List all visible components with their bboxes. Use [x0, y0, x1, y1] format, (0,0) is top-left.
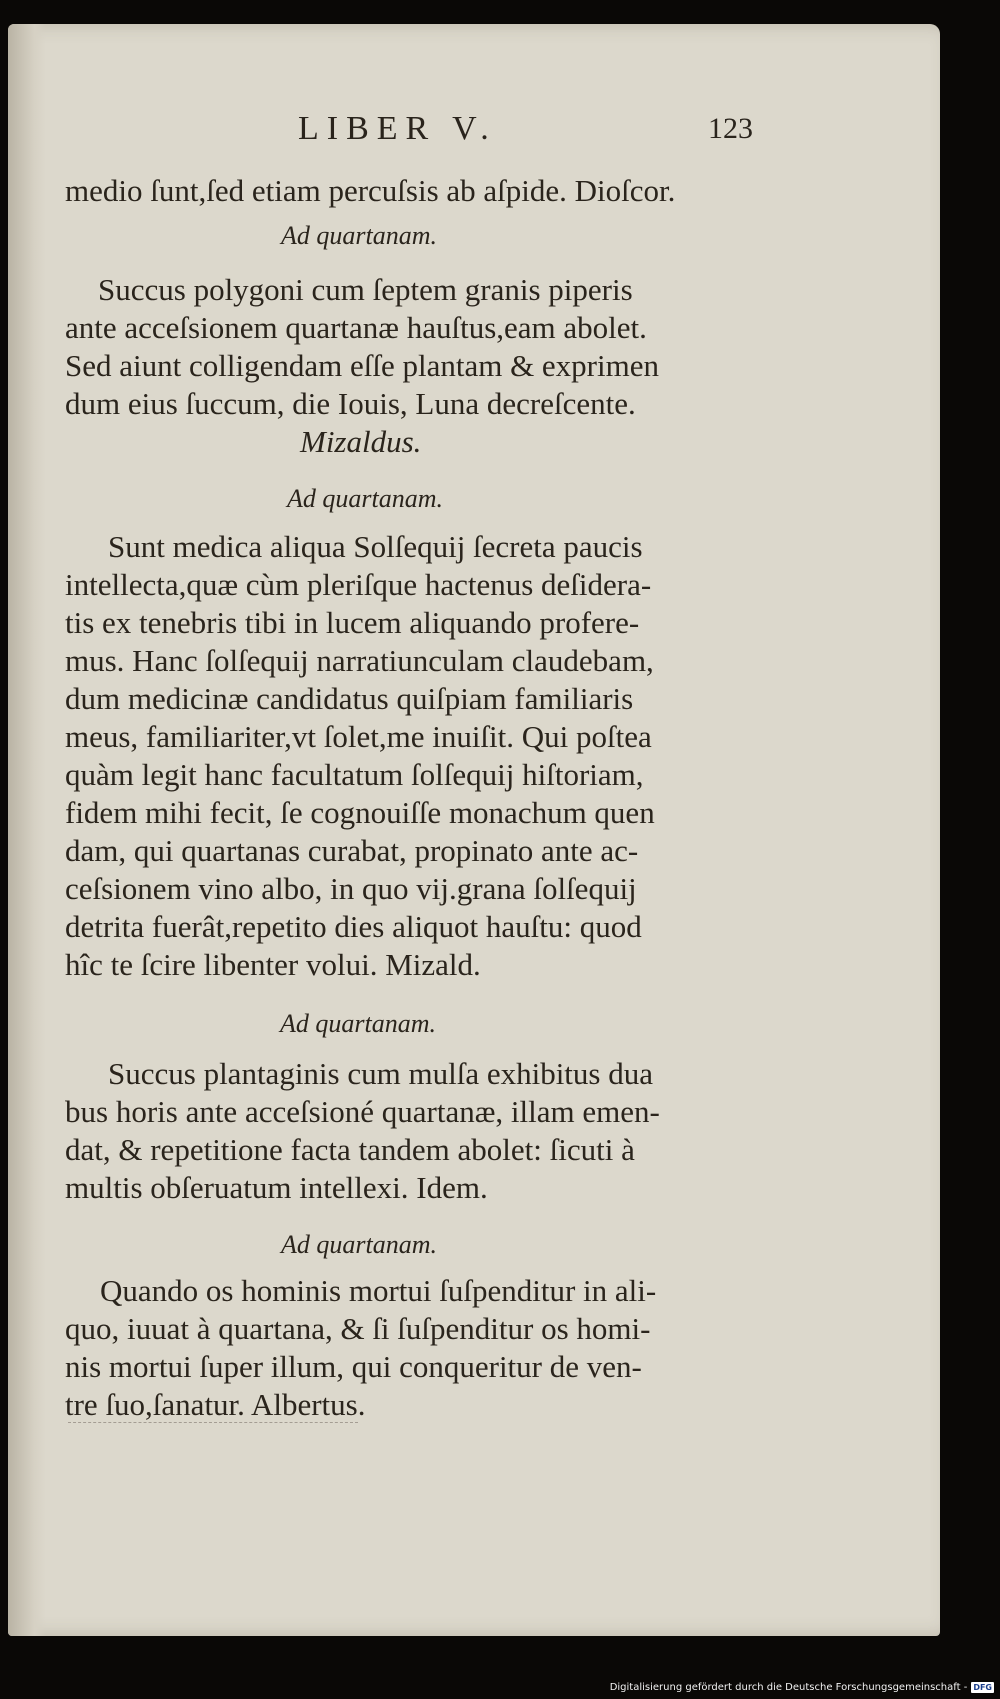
text-line: ceſsionem vino albo, in quo vij.grana ſolſequij [65, 871, 637, 906]
text-line: Sed aiunt colligendam eſſe plantam & exprimen [65, 348, 659, 383]
credit-text: Digitalisierung gefördert durch die Deutsche Forschungsgemeinschaft - [609, 1681, 968, 1693]
text-line: Quando os hominis mortui ſuſpenditur in ali- [100, 1273, 657, 1308]
text-line: Succus plantaginis cum mulſa exhibitus dua [108, 1056, 653, 1091]
text-line: bus horis ante acceſsioné quartanæ, illam emen- [65, 1094, 660, 1129]
text-line: medio ſunt,ſed etiam percuſsis ab aſpide. Dioſcor. [65, 173, 676, 208]
section-heading: Ad quartanam. [287, 484, 443, 513]
text-line: Sunt medica aliqua Solſequij ſecreta paucis [108, 529, 643, 564]
page-header [8, 110, 940, 150]
text-line: dam, qui quartanas curabat, propinato ante ac- [65, 833, 639, 868]
running-head: LIBER V. [298, 110, 497, 147]
text-line: fidem mihi fecit, ſe cognouiſſe monachum quen [65, 795, 655, 830]
author-citation: Mizaldus. [300, 424, 422, 459]
text-line: quo, iuuat à quartana, & ſi ſuſpenditur os homi- [65, 1311, 651, 1346]
text-line: meus, familiariter,vt ſolet,me inuiſit. Qui poſtea [65, 719, 652, 754]
text-line: multis obſeruatum intellexi. Idem. [65, 1170, 488, 1205]
text-line: detrita fuerât,repetito dies aliquot hauſtu: quod [65, 909, 642, 944]
text-line: dat, & repetitione facta tandem abolet: ſicuti à [65, 1132, 635, 1167]
text-line: hîc te ſcire libenter volui. Mizald. [65, 947, 481, 982]
page-number: 123 [708, 112, 753, 145]
text-line: dum eius ſuccum, die Iouis, Luna decreſcente. [65, 386, 636, 421]
dfg-logo: DFG [973, 1682, 992, 1692]
section-heading: Ad quartanam. [281, 1230, 437, 1259]
page-divider [68, 1422, 358, 1424]
text-line: dum medicinæ candidatus quiſpiam familiaris [65, 681, 634, 716]
book-page [8, 24, 940, 1636]
text-line: tre ſuo,ſanatur. Albertus. [65, 1387, 366, 1422]
section-heading: Ad quartanam. [281, 221, 437, 250]
text-line: ante acceſsionem quartanæ hauſtus,eam abolet. [65, 310, 647, 345]
text-line: intellecta,quæ cùm pleriſque hactenus deſidera- [65, 567, 652, 602]
section-heading: Ad quartanam. [280, 1009, 436, 1038]
text-line: mus. Hanc ſolſequij narratiunculam claudebam, [65, 643, 654, 678]
text-line: tis ex tenebris tibi in lucem aliquando profere- [65, 605, 640, 640]
digitization-credit [610, 1680, 994, 1694]
text-line: nis mortui ſuper illum, qui conqueritur de ven- [65, 1349, 642, 1384]
page-binding-shadow [8, 24, 46, 1636]
text-line: Succus polygoni cum ſeptem granis piperis [98, 272, 633, 307]
text-line: quàm legit hanc facultatum ſolſequij hiſtoriam, [65, 757, 644, 792]
